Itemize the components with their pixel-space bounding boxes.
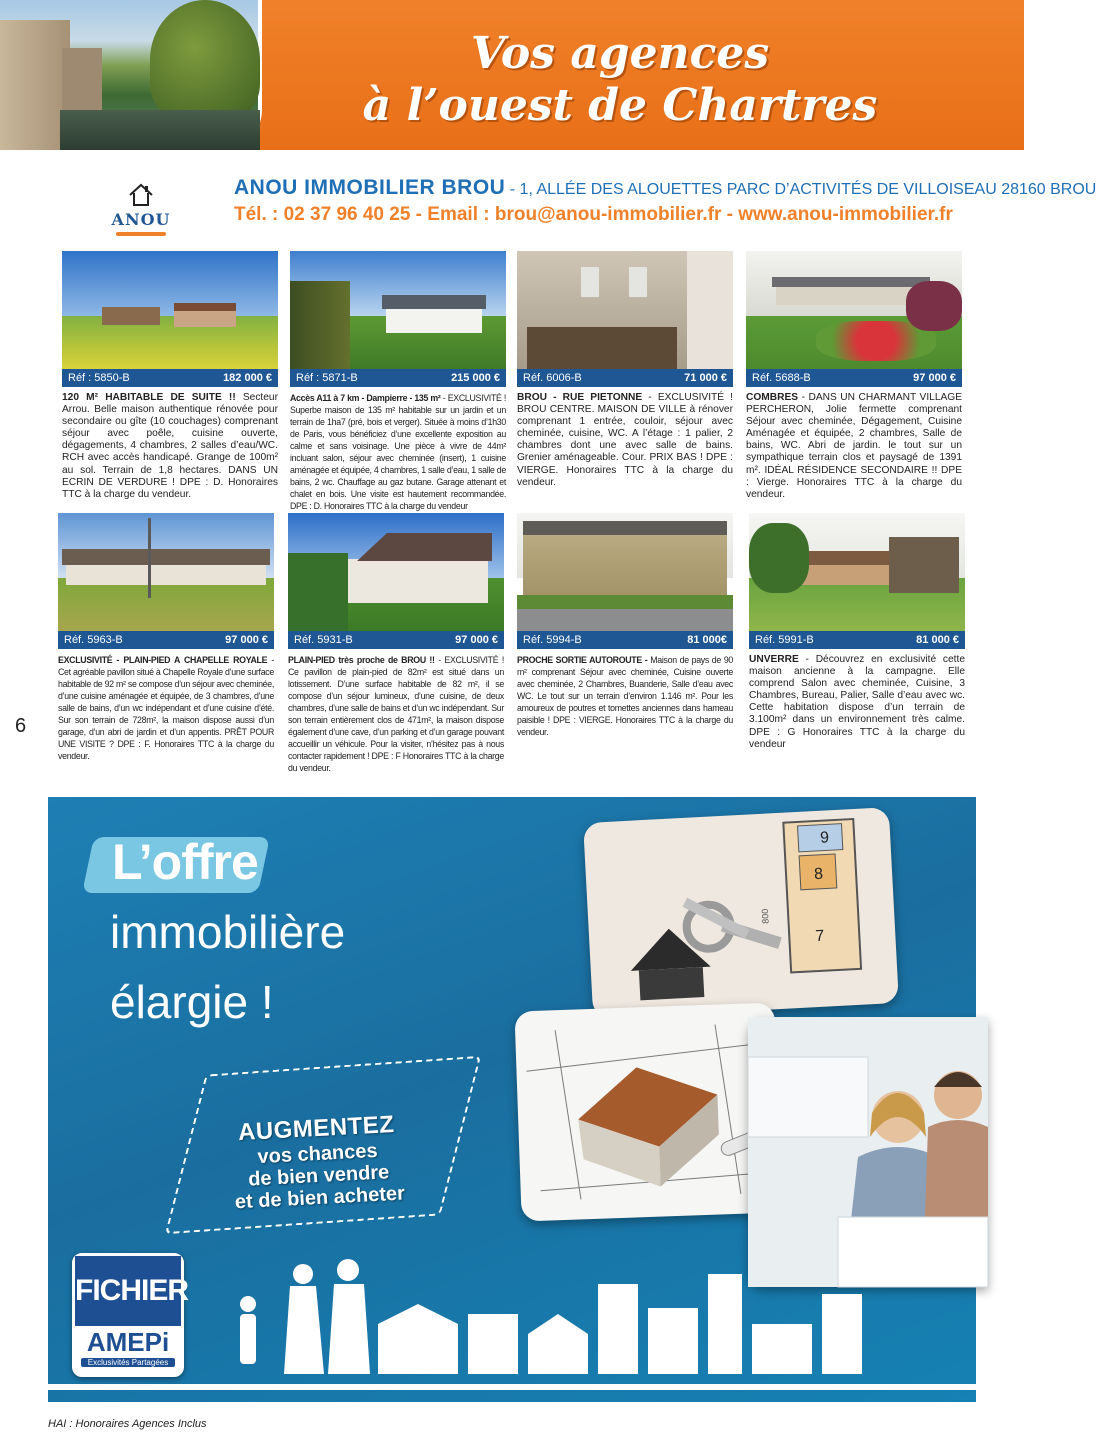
listing-ref: Réf. 5994-B [523,634,582,646]
amepi-ad-panel [48,797,976,1402]
listing-price: 215 000 € [451,372,500,384]
listing-description [290,392,506,512]
listing-photo [749,513,965,631]
listing-text: - DANS UN CHARMANT VILLAGE PERCHERON, Jolie fermette comprenant Séjour avec cheminée, Dégagement, Cuisine Aménagée et équipée, 2 chambres, Salle de bains, WC. Abri de jardin. le tout sur un sympathique terrain clos et paysagé de 1391 m². IDÉAL RÉSIDENCE SECONDAIRE !! DPE : Vierge. Honoraires TTC à la charge du vendeur. [746,392,962,500]
header-banner [0,0,1024,168]
listing-headline: Accès A11 à 7 km - Dampierre - 135 m² [290,393,441,403]
agency-name-line [234,176,1096,200]
listing-photo [517,251,733,369]
listing-description [517,654,733,738]
plan-dimension: 800 [759,908,771,924]
listing-price: 182 000 € [223,372,272,384]
fichier-text: FICHIER [75,1256,181,1326]
page-title [360,28,880,132]
listing-text: - Cet agréable pavillon situé à Chapelle Royale d’une surface habitable de 92 m² se compose d’un séjour avec cheminée, d’une cuisine aménagée et équipée, de 3 chambres, d’une salle de bains, d’un wc indépendant et d’une cuisine d’été. Sur son terrain de 728m², la maison dispose aussi d’un garage, d’un abri de jardin et d’un appentis. PRÊT POUR UNE VISITE ? DPE : F. Honoraires TTC à la charge du vendeur. [58,655,274,761]
listing-bar [517,369,733,387]
listing-headline: UNVERRE [749,654,799,665]
listing-price: 97 000 € [225,634,268,646]
listing-description [58,654,274,762]
listing-bar [290,369,506,387]
slogan-augmentez: AUGMENTEZ [237,1110,396,1147]
fichier-amepi-logo [72,1253,188,1377]
listing-photo [62,251,278,369]
listing-ref: Réf. 5991-B [755,634,814,646]
plan-room-8: 8 [813,865,824,884]
anou-logo [110,182,172,238]
slogan-line-2: vos chances [257,1139,379,1169]
listing-description [62,392,278,501]
listing-bar [62,369,278,387]
listing-card[interactable] [746,251,962,501]
listing-ref: Réf. 5931-B [294,634,353,646]
listing-description [746,392,962,501]
agency-name: ANOU IMMOBILIER BROU [234,176,506,199]
listing-price: 97 000 € [455,634,498,646]
couple-illustration [748,1017,988,1287]
listing-card[interactable] [749,513,965,751]
listing-text: - EXCLUSIVITÉ ! BROU CENTRE. MAISON DE VILLE à rénover comprenant 1 entrée, couloir, séjour avec cheminée, cuisine, WC. A l’étage : 1 palier, 2 chambres dont une avec salle de bains. Grenier aménageable. Cour. PRIX BAS ! DPE : VIERGE. Honoraires TTC à la charge du vendeur. [517,392,734,488]
listing-card[interactable] [58,513,274,762]
listing-text: Secteur Arrou. Belle maison authentique rénovée pour secondaire ou gîte (10 couchages) comprenant séjour avec poêle, cuisine ouverte, dégagements, 4 chambres, 2 salles d’eau/WC. RCH avec accès handicapé. Grange de 100m² au sol. Terrain de 1,8 hectares. DANS UN ECRIN DE VERDURE ! DPE : D. Honoraires TTC à la charge du vendeur. [62,392,278,500]
footer-note: HAI : Honoraires Agences Inclus [48,1418,207,1430]
listing-description [517,392,733,489]
listing-text: Maison de pays de 90 m² comprenant Séjour avec cheminée, Cuisine ouverte avec cheminée, 2 Chambres, Buanderie, Salle d’eau avec WC. Le tout sur un terrain d’environ 1.146 m². Pour les amoureux de poutres et tomettes anciennes dans hameau paisible ! DPE : VIERGE. Honoraires TTC à la charge du vendeur. [517,655,733,737]
listing-photo [58,513,274,631]
ad-immobiliere-text: immobilière [110,906,346,958]
agency-contact[interactable]: Tél. : 02 37 96 40 25 - Email : brou@anou-immobilier.fr - www.anou-immobilier.fr [234,204,953,225]
listing-text: - EXCLUSIVITÉ ! Superbe maison de 135 m² habitable sur un jardin et un terrain de 1ha7 (pré, bois et verger). Située à moins d’1h30 de Paris, vous bénéficiez d’une excellente exposition au calme et sans voisinage. Une pièce à vivre de 44m² incluant salon, séjour avec cheminée (insert), 1 cuisine aménagée et équipée, 4 chambres, 1 salle d’eau, 1 salle de bains, 2 wc. Chauffage au gaz butane. Garage attenant et chalet en bois. Une visite est hautement recommandée. DPE : D. Honoraires TTC à la charge du vendeur [290,393,506,511]
listing-bar [749,631,965,649]
listing-bar [517,631,733,649]
floorplan-keys-illustration [583,807,899,1019]
listing-headline: EXCLUSIVITÉ - PLAIN-PIED A CHAPELLE ROYALE [58,655,268,665]
ad-elargie-text: élargie ! [110,976,274,1028]
listing-text: - EXCLUSIVITÉ ! Ce pavillon de plain-pied de 82m² est situé dans un lotissement. D’une surface habitable de 82 m², il se compose d’un séjour lumineux, d’une cuisine, de deux chambres, d’une salle de bains et d’un wc indépendant. Sur son terrain entièrement clos de 471m², la maison dispose également d’une cave, d’un parking et d’un garage pouvant accueillir un véhicule. Pour la visiter, n’hésitez pas à nous contacter rapidement ! DPE : F Honoraires TTC à la charge du vendeur. [288,655,504,773]
title-line-1: Vos agences [470,28,770,79]
listing-ref: Réf. 5963-B [64,634,123,646]
page-number: 6 [15,715,27,737]
listing-headline: PLAIN-PIED très proche de BROU !! [288,655,435,665]
logo-text: ANOU [111,210,171,229]
listing-description [749,654,965,751]
listing-price: 81 000 € [916,634,959,646]
listing-card[interactable] [517,513,733,738]
listing-card[interactable] [290,251,506,512]
skyline-baseline [48,1384,976,1390]
listing-ref: Réf. 6006-B [523,372,582,384]
listing-price: 71 000 € [684,372,727,384]
couple-photo [748,1017,988,1287]
listing-headline: BROU - RUE PIETONNE [517,392,643,403]
listing-text: - Découvrez en exclusivité cette maison ancienne à la campagne. Elle comprend Salon avec cheminée, Cuisine, 3 Chambres, Bureau, Palier, Salle d’eau avec wc. Cette habitation dispose d’un terrain de 3.100m² dans un environnement très calme. DPE : G Honoraires TTC à la charge du vendeur [749,654,965,750]
listing-ref: Réf : 5871-B [296,372,358,384]
slogan-line-4: et de bien acheter [234,1182,406,1214]
house-icon [128,182,154,208]
listing-photo [290,251,506,369]
listing-description [288,654,504,774]
logo-swoosh [116,232,166,236]
listing-headline: PROCHE SORTIE AUTOROUTE - [517,655,648,665]
house-construction-sketch [514,1003,781,1222]
listing-price: 97 000 € [913,372,956,384]
header-photo-village-canal [0,0,262,150]
listing-photo [517,513,733,631]
listing-ref: Réf. 5688-B [752,372,811,384]
house-sketch-photo [514,1003,781,1222]
listing-headline: 120 M² HABITABLE DE SUITE !! [62,392,236,403]
plan-room-7: 7 [814,927,825,946]
plan-room-9: 9 [819,829,830,847]
listing-bar [288,631,504,649]
listing-price: 81 000€ [687,634,727,646]
agency-block [110,176,1096,238]
amepi-block [75,1328,181,1367]
agency-address: - 1, ALLÉE DES ALOUETTES PARC D’ACTIVITÉS DE VILLOISEAU 28160 BROU [505,181,1096,198]
augmentez-slogan [196,1109,441,1215]
listing-card[interactable] [517,251,733,489]
listing-ref: Réf : 5850-B [68,372,130,384]
family-skyline-silhouette [208,1264,968,1384]
listing-card[interactable] [288,513,504,774]
exclusivites-text: Exclusivités Partagées [81,1358,175,1367]
listing-card[interactable] [62,251,278,501]
title-line-2: à l’ouest de Chartres [362,80,878,131]
listing-photo [288,513,504,631]
amepi-text: AMEPi [86,1327,170,1357]
listing-photo [746,251,962,369]
ad-offre-text: L’offre [112,834,258,890]
listing-headline: COMBRES [746,392,799,403]
listing-bar [746,369,962,387]
listing-bar [58,631,274,649]
floorplan-keys-photo [583,807,899,1019]
slogan-line-3: de bien vendre [247,1161,390,1191]
